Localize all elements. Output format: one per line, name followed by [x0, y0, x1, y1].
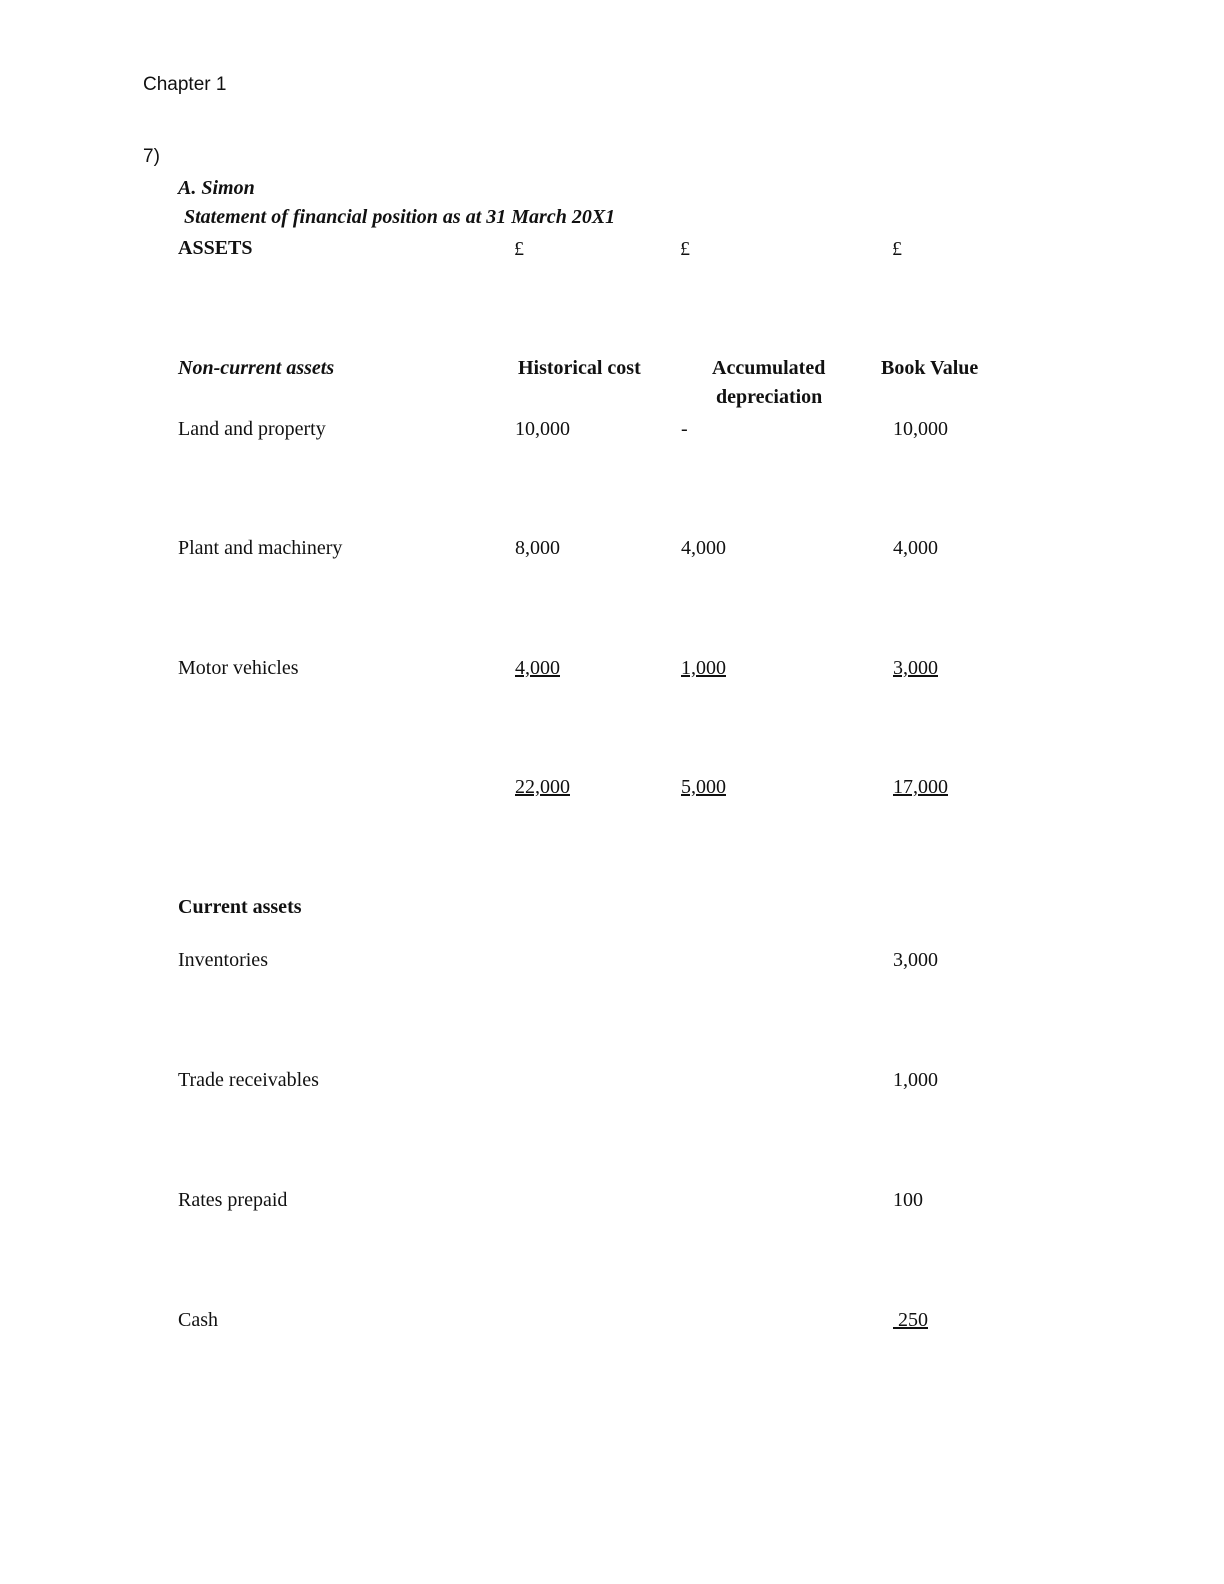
row-label: Plant and machinery — [178, 537, 343, 559]
row-depreciation: 4,000 — [681, 537, 726, 559]
assets-heading: ASSETS — [178, 237, 253, 259]
accumulated-depreciation-header-line1: Accumulated — [712, 357, 826, 379]
currency-symbol-book-value: £ — [892, 238, 902, 260]
row-cost: 4,000 — [515, 657, 560, 679]
current-asset-value: 100 — [893, 1189, 923, 1211]
row-book-value: 3,000 — [893, 657, 938, 679]
current-asset-value: 3,000 — [893, 949, 938, 971]
current-assets-heading: Current assets — [178, 896, 302, 918]
statement-title: Statement of financial position as at 31 March 20X1 — [184, 206, 616, 228]
current-asset-value — [893, 1309, 928, 1332]
currency-symbol-cost: £ — [514, 238, 524, 260]
current-asset-label: Cash — [178, 1309, 218, 1331]
chapter-heading: Chapter 1 — [143, 74, 227, 95]
currency-symbol-depreciation: £ — [680, 238, 690, 260]
row-cost: 8,000 — [515, 537, 560, 559]
company-name: A. Simon — [178, 177, 255, 199]
total-depreciation: 5,000 — [681, 776, 726, 798]
current-asset-label: Trade receivables — [178, 1069, 319, 1091]
total-cost: 22,000 — [515, 776, 570, 798]
row-label: Land and property — [178, 418, 326, 440]
non-current-assets-heading: Non-current assets — [178, 357, 335, 379]
row-label: Motor vehicles — [178, 657, 299, 679]
current-asset-label: Inventories — [178, 949, 268, 971]
question-number: 7) — [143, 146, 160, 167]
row-depreciation: 1,000 — [681, 657, 726, 679]
book-value-header: Book Value — [881, 357, 979, 379]
row-book-value: 4,000 — [893, 537, 938, 559]
current-asset-label: Rates prepaid — [178, 1189, 288, 1211]
historical-cost-header: Historical cost — [518, 357, 641, 379]
row-depreciation: - — [681, 418, 688, 440]
total-book-value: 17,000 — [893, 776, 948, 798]
current-asset-value: 1,000 — [893, 1069, 938, 1091]
accumulated-depreciation-header-line2: depreciation — [716, 386, 823, 408]
cash-value-text: 250 — [898, 1309, 928, 1331]
row-cost: 10,000 — [515, 418, 570, 440]
row-book-value: 10,000 — [893, 418, 948, 440]
